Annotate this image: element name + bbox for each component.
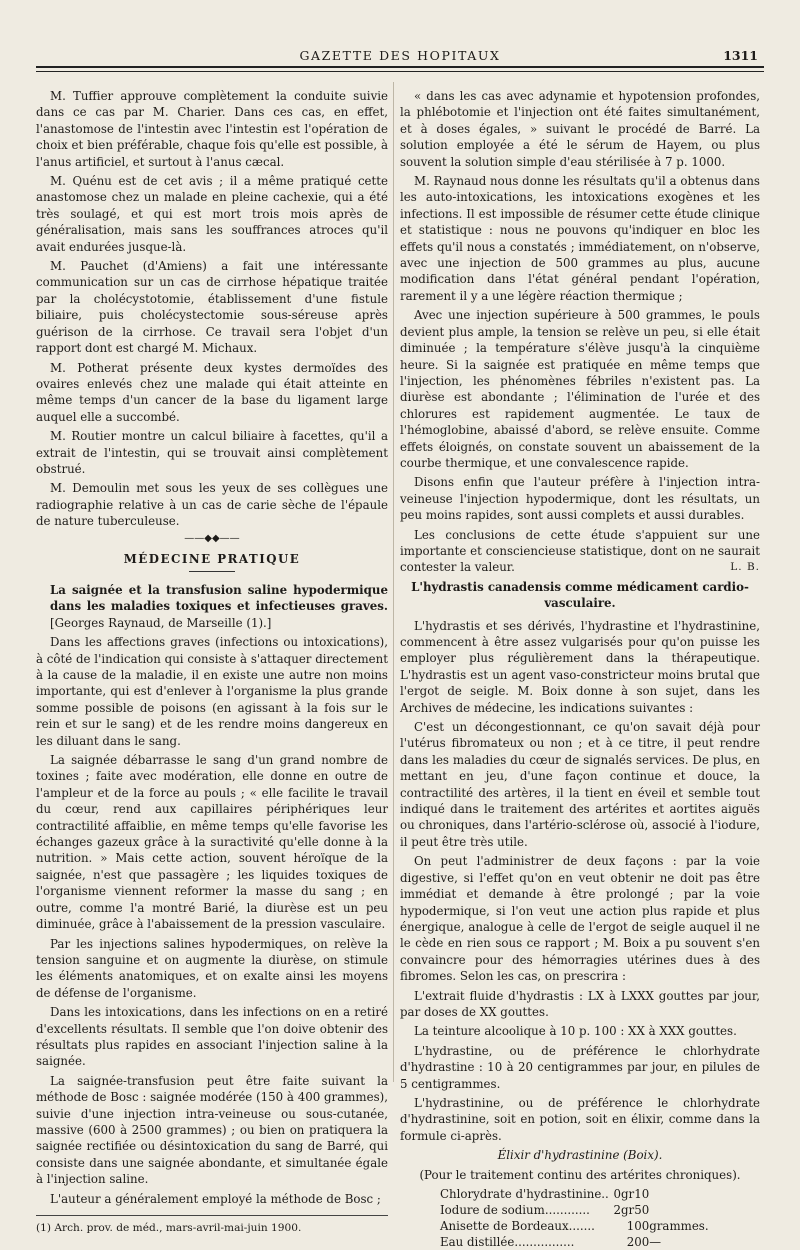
paragraph: C'est un décongestionnant, ce qu'on savait déjà pour l'utérus fibromateux ou non ; et à ce titre, il peut rendre dans les maladies du cœur de signalés services. De plus, en mettant en jeu, d'une façon continue et douce, la contractilité des artères, il la tient en éveil et semble tout indiqué dans le traitement des artérites et aortites aiguës ou chroniques, dans l'artério-sclérose où, associé à l'iodure, il peut être très utile. xyxy=(400,720,760,849)
paragraph: L'hydrastis et ses dérivés, l'hydrastine et l'hydrastinine, commencent à être assez vulgarisés pour qu'on puisse les employer plus régulièrement dans la thérapeutique. L'hydrastis est un agent vaso-constricteur moins brutal que l'ergot de seigle. M. Boix donne à son sujet, dans les Archives de médecine, les indications suivantes : xyxy=(400,618,760,715)
paragraph: La saignée débarrasse le sang d'un grand nombre de toxines ; faite avec modération, elle donne en outre de l'ampleur et de la force au pouls ; « elle facilite le travail du cœur, rend aux capillaires périphériques leur contractilité affaiblie, en même temps qu'elle favorise les échanges gazeux grâce à la suractivité qu'elle donne à la nutrition. » Mais cette action, souvent héroïque de la saignée, n'est que passagère ; les liquides toxiques de l'organisme viennent reformer la masse du sang ; en outre, comme l'a montré Barié, la diurèse est un peu diminuée, grâce à l'abaissement de la pression vasculaire. xyxy=(36,753,388,932)
formula-table xyxy=(440,1186,710,1250)
paragraph: L'hydrastinine, ou de préférence le chlorhydrate d'hydrastinine, soit en potion, soit en élixir, comme dans la formule ci-après. xyxy=(400,1095,760,1143)
article-title-text: La saignée et la transfusion saline hypodermique dans les maladies toxiques et infectieuses graves. xyxy=(50,582,388,614)
column-divider xyxy=(393,82,394,1082)
paragraph: M. Quénu est de cet avis ; il a même pratiqué cette anastomose chez un malade en pleine cachexie, qui a été très soulagé, et qui est mort trois mois après de généralisation, mais sans les souffrances atroces qu'il avait endurées jusque-là. xyxy=(36,174,388,254)
paragraph: M. Tuffier approuve complètement la conduite suivie dans ce cas par M. Charier. Dans ces cas, en effet, l'anastomose de l'intestin avec l'intestin est l'opération de choix et bien préférable, chaque fois qu'elle est possible, à l'anus artificiel, et surtout à l'anus cæcal. xyxy=(36,89,388,169)
formula-subtitle: (Pour le traitement continu des artérites chroniques). xyxy=(419,1167,741,1182)
article-title: L'hydrastis canadensis comme médicament cardio-vasculaire. xyxy=(411,579,749,611)
ingredient-unit xyxy=(649,1202,710,1218)
paragraph-with-signature xyxy=(400,527,760,576)
formula-row xyxy=(440,1218,710,1234)
article-author: [Georges Raynaud, de Marseille (1).] xyxy=(50,615,272,630)
paragraph: M. Routier montre un calcul biliaire à facettes, qu'il a extrait de l'intestin, qui se trouvait ainsi complètement obstrué. xyxy=(36,429,388,476)
footnote: (1) Arch. prov. de méd., mars-avril-mai-juin 1900. xyxy=(36,1222,302,1234)
paragraph: La saignée-transfusion peut être faite suivant la méthode de Bosc : saignée modérée (150 à 400 grammes), suivie d'une injection intra-veineuse ou sous-cutanée, massive (600 à 2500 grammes) ; ou bien on pratiquera la saignée rectifiée ou désintoxication du sang de Barré, qui consiste dans une saignée abondante, et simultanée égale à l'injection saline. xyxy=(36,1073,388,1187)
journal-title: GAZETTE DES HOPITAUX xyxy=(299,48,501,63)
formula-row xyxy=(440,1234,710,1250)
right-column xyxy=(400,88,760,1250)
paragraph: M. Pauchet (d'Amiens) a fait une intéressante communication sur un cas de cirrhose hépatique traitée par la cholécystotomie, établissement d'une fistule biliaire, puis cholécystectomie sous-séreuse après guérison de la cirrhose. Ce travail sera l'objet d'un rapport dont est chargé M. Michaux. xyxy=(36,259,388,356)
ingredient-name: Anisette de Bordeaux....... xyxy=(440,1219,595,1233)
paragraph: M. Demoulin met sous les yeux de ses collègues une radiographie relative à un cas de carie sèche de l'épaule de nature tuberculeuse. xyxy=(36,481,388,529)
paragraph: L'auteur a généralement employé la méthode de Bosc ; xyxy=(50,1191,381,1206)
page-number: 1311 xyxy=(723,48,758,63)
footnote-rule xyxy=(36,1215,388,1216)
ingredient-qty: 0gr10 xyxy=(613,1187,650,1201)
header-rule-thin xyxy=(36,71,764,72)
paragraph: M. Potherat présente deux kystes dermoïdes des ovaires enlevés chez une malade qui était atteinte en même temps d'un cancer de la base du ligament large auquel elle a succombé. xyxy=(36,360,388,424)
ingredient-name: Iodure de sodium............ xyxy=(440,1203,590,1217)
ingredient-qty: 200 xyxy=(626,1235,650,1249)
ingredient-qty: 100 xyxy=(626,1219,650,1233)
left-column xyxy=(36,88,388,1239)
paragraph: La teinture alcoolique à 10 p. 100 : XX à XXX gouttes. xyxy=(414,1024,737,1039)
section-title: MÉDECINE PRATIQUE xyxy=(123,551,301,566)
ingredient-qty: 2gr50 xyxy=(613,1203,650,1217)
paragraph: « dans les cas avec adynamie et hypotension profondes, la phlébotomie et l'injection ont été faites simultanément, et à doses égales, » suivant le procédé de Barré. La solution employée a été le sérum de Hayem, ou plus souvent la solution simple d'eau stérilisée à 7 p. 1000. xyxy=(400,89,760,169)
formula-row xyxy=(440,1186,710,1202)
paragraph: Avec une injection supérieure à 500 grammes, le pouls devient plus ample, la tension se relève un peu, si elle était diminuée ; la température s'élève jusqu'à la cinquième heure. Si la saignée est pratiquée en même temps que l'injection, les phénomènes fébriles n'existent pas. La diurèse est abondante ; l'élimination de l'urée et des chlorures est rapidement augmentée. Le taux de l'hémoglobine, abaissé d'abord, se relève ensuite. Comme effets éloignés, on constate souvent un abaissement de la courbe thermique, et une convalescence rapide. xyxy=(400,308,760,470)
paragraph: Disons enfin que l'auteur préfère à l'injection intra-veineuse l'injection hypodermique, dont les résultats, un peu moins rapides, sont aussi complets et aussi durables. xyxy=(400,475,760,523)
header-rule-thick xyxy=(36,66,764,68)
paragraph: Dans les intoxications, dans les infections on en a retiré d'excellents résultats. Il semble que l'on doive obtenir des résultats plus rapides en associant l'injection saline à la saignée. xyxy=(36,1005,388,1069)
section-rule xyxy=(189,571,235,572)
paragraph: Dans les affections graves (infections ou intoxications), à côté de l'indication qui consiste à s'attaquer directement à la cause de la maladie, il en existe une autre non moins importante, qui est d'enlever à l'organisme la plus grande somme possible de poisons (en agissant à la fois sur le rein et sur le sang) et de les rendre moins dangereux en les diluant dans le sang. xyxy=(36,635,388,748)
ornament-separator: ——◆◆—— xyxy=(184,532,240,544)
ingredient-unit: — xyxy=(649,1235,662,1249)
article-title xyxy=(36,582,388,631)
ingredient-name: Eau distillée................ xyxy=(440,1235,575,1249)
page-header xyxy=(36,46,764,66)
ingredient-name: Chlorydrate d'hydrastinine.. xyxy=(440,1187,609,1201)
signature: L. B. xyxy=(730,561,760,574)
ingredient-unit: grammes. xyxy=(649,1219,709,1233)
formula-row xyxy=(440,1202,710,1218)
paragraph: Par les injections salines hypodermiques, on relève la tension sanguine et on augmente la diurèse, on stimule les éléments anatomiques, et on exalte ainsi les moyens de défense de l'organisme. xyxy=(36,936,388,1000)
paragraph: M. Raynaud nous donne les résultats qu'il a obtenus dans les auto-intoxications, les intoxications exogènes et les infections. Il est impossible de résumer cette étude clinique et statistique : nous ne pouvons qu'indiquer en bloc les effets qu'il nous a constatés ; immédiatement, on n'observe, avec une injection de 500 grammes au plus, aucune modification dans l'état général pendant l'opération, rarement il y a une légère réaction thermique ; xyxy=(400,174,760,303)
paragraph: L'hydrastine, ou de préférence le chlorhydrate d'hydrastine : 10 à 20 centigrammes par jour, en pilules de 5 centigrammes. xyxy=(400,1043,760,1091)
paragraph-text: Les conclusions de cette étude s'appuient sur une importante et consciencieuse statistique, dont on ne saurait contester la valeur. xyxy=(400,527,760,575)
paragraph: L'extrait fluide d'hydrastis : LX à LXXX gouttes par jour, par doses de XX gouttes. xyxy=(400,988,760,1019)
paragraph: On peut l'administrer de deux façons : par la voie digestive, si l'effet qu'on en veut obtenir ne doit pas être immédiat et demande à être prolongé ; par la voie hypodermique, si l'on veut une action plus rapide et plus énergique, analogue à celle de l'ergot de seigle auquel il ne le cède en rien sous ce rapport ; M. Boix a pu souvent s'en convaincre pour des hémorragies utérines dues à des fibromes. Selon les cas, on prescrira : xyxy=(400,854,760,984)
formula-title: Élixir d'hydrastinine (Boix). xyxy=(497,1148,663,1163)
ingredient-unit xyxy=(649,1186,710,1202)
